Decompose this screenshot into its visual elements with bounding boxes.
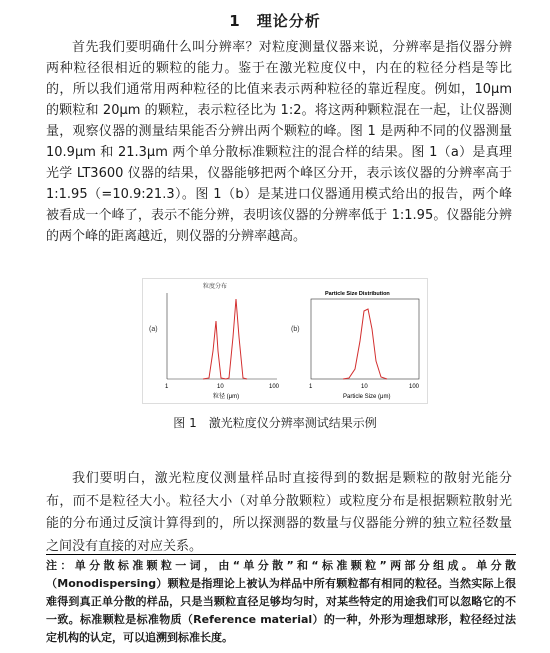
panel-a-title: 粒度分布: [203, 284, 228, 290]
panel-b-tick-10: 10: [361, 384, 368, 390]
panel-a-xlabel: 粒径 (μm): [213, 394, 240, 400]
footnote-rule: [46, 554, 516, 555]
panel-b-tag: (b): [291, 326, 300, 333]
panel-a-tick-100: 100: [269, 384, 280, 390]
panel-b-curve: [343, 309, 387, 379]
panel-a-tick-1: 1: [165, 384, 169, 390]
panel-b-title: Particle Size Distribution: [325, 291, 390, 297]
panel-b-tick-1: 1: [309, 384, 313, 390]
footnote: 注：单分散标准颗粒一词，由“单分散”和“标准颗粒”两部分组成。单分散（Monodispersing）颗粒是指理论上被认为样品中所有颗粒都有相同的粒径。当然实际上很难得到真正单分散的样品，只是当颗粒直径足够均匀时，对某些特定的用途我们可以忽略它的不一致。标准颗粒是标准物质（Reference material）的一种，外形为理想球形，粒径经过法定机构的认定，可以追溯到标准长度。: [46, 559, 516, 644]
figure-caption: 图 1 激光粒度仪分辨率测试结果示例: [173, 416, 377, 430]
panel-a-tag: (a): [149, 326, 158, 333]
panel-a-tick-10: 10: [217, 384, 224, 390]
paragraph-2: 我们要明白，激光粒度仪测量样品时直接得到的数据是颗粒的散射光能分布，而不是粒径大小。粒径大小（对单分散颗粒）或粒度分布是根据颗粒散射光能的分布通过反演计算得到的，所以探测器的数量与仪器能分辨的独立粒径数量之间没有直接的对应关系。: [46, 471, 512, 554]
panel-b-tick-100: 100: [409, 384, 420, 390]
section-title: 1 理论分析: [229, 12, 321, 30]
panel-a-curve: [203, 299, 247, 379]
figure-svg: [143, 279, 427, 403]
paragraph-1: 首先我们要明确什么叫分辨率？对粒度测量仪器来说，分辨率是指仪器分辨两种粒径很相近的颗粒的能力。鉴于在激光粒度仪中，内在的粒径分档是等比的，所以我们通常用两种粒径的比值来表示两种粒径的靠近程度。例如，10μm 的颗粒和 20μm 的颗粒，表示粒径比为 1:2。将这两种颗粒混在一起，让仪器测量，观察仪器的测量结果能否分辨出两个颗粒的峰。图 1 是两种不同的仪器测量 10.9μm 和 21.3μm 两个单分散标准颗粒注的混合样的结果。图 1（a）是真理光学 LT3600 仪器的结果，仪器能够把两个峰区分开，表示该仪器的分辨率高于 1:1.95（=10.9:21.3）。图 1（b）是某进口仪器通用模式给出的报告，两个峰被看成一个峰了，表示不能分辨，表明该仪器的分辨率低于 1:1.95。仪器能分辨的两个峰的距离越近，则仪器的分辨率越高。: [46, 40, 512, 244]
panel-b-xlabel: Particle Size (μm): [343, 394, 391, 400]
figure-1: [142, 278, 428, 404]
